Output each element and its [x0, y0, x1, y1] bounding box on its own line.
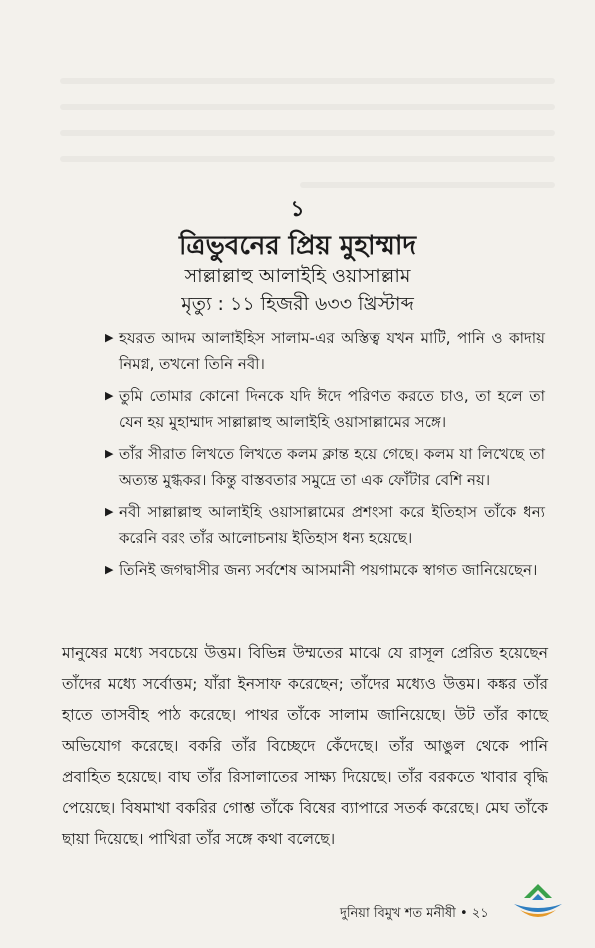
quote-text: তুমি তোমার কোনো দিনকে যদি ঈদে পরিণত করতে চাও, তা হলে তা যেন হয় মুহাম্মাদ সাল্লাল্লাহু আলাইহি ওয়াসাল্লামের সঙ্গে।	[119, 387, 545, 431]
publisher-logo-icon	[508, 880, 568, 924]
death-date: মৃত্যু : ১১ হিজরী ৬৩৩ খ্রিস্টাব্দ	[181, 293, 414, 315]
quote-text: তিনিই জগদ্বাসীর জন্য সর্বশেষ আসমানী পয়গামকে স্বাগত জানিয়েছেন।	[119, 561, 538, 579]
page-footer: দুনিয়া বিমুখ শত মনীষী • ২১	[340, 906, 489, 921]
chapter-title: ত্রিভুবনের প্রিয় মুহাম্মাদ	[178, 231, 417, 261]
arrow-bullet-icon: ▶	[105, 389, 114, 402]
arrow-bullet-icon: ▶	[105, 505, 114, 518]
quote-item	[105, 325, 545, 377]
quote-item	[105, 441, 545, 493]
quote-text: হযরত আদম আলাইহিস সালাম-এর অস্তিত্ব যখন মাটি, পানি ও কাদায় নিমগ্ন, তখনো তিনি নবী।	[119, 329, 545, 373]
quote-item	[105, 383, 545, 435]
quote-list	[105, 325, 545, 589]
arrow-bullet-icon: ▶	[105, 563, 114, 576]
quote-item	[105, 499, 545, 551]
body-paragraph: মানুষের মধ্যে সবচেয়ে উত্তম। বিভিন্ন উম্মতের মাঝে যে রাসূল প্রেরিত হয়েছেন তাঁদের মধ্যে সর্বোত্তম; যাঁরা ইনসাফ করেছেন; তাঁদের মধ্যেও উত্তম। কঙ্কর তাঁর হাতে তাসবীহ পাঠ করেছে। পাথর তাঁকে সালাম জানিয়েছে। উট তাঁর কাছে অভিযোগ করেছে। বকরি তাঁর বিচ্ছেদে কেঁদেছে। তাঁর আঙুল থেকে পানি প্রবাহিত হয়েছে। বাঘ তাঁর রিসালাতের সাক্ষ্য দিয়েছে। তাঁর বরকতে খাবার বৃদ্ধি পেয়েছে। বিষমাখা বকরির গোশ্ত তাঁকে বিষের ব্যাপারে সতর্ক করেছে। মেঘ তাঁকে ছায়া দিয়েছে। পাখিরা তাঁর সঙ্গে কথা বলেছে।	[62, 644, 548, 848]
arrow-bullet-icon: ▶	[105, 331, 114, 344]
quote-text: নবী সাল্লাল্লাহু আলাইহি ওয়াসাল্লামের প্রশংসা করে ইতিহাস তাঁকে ধন্য করেনি বরং তাঁর আলোচনায় ইতিহাস ধন্য হয়েছে।	[119, 503, 545, 547]
chapter-number: ১	[290, 197, 305, 222]
chapter-subtitle: সাল্লাল্লাহু আলাইহি ওয়াসাল্লাম	[184, 265, 411, 287]
quote-item	[105, 557, 545, 583]
quote-text: তাঁর সীরাত লিখতে লিখতে কলম ক্লান্ত হয়ে গেছে। কলম যা লিখেছে তা অত্যন্ত মুগ্ধকর। কিন্তু বাস্তবতার সমুদ্রে তা এক ফোঁটার বেশি নয়।	[119, 445, 545, 489]
arrow-bullet-icon: ▶	[105, 447, 114, 460]
